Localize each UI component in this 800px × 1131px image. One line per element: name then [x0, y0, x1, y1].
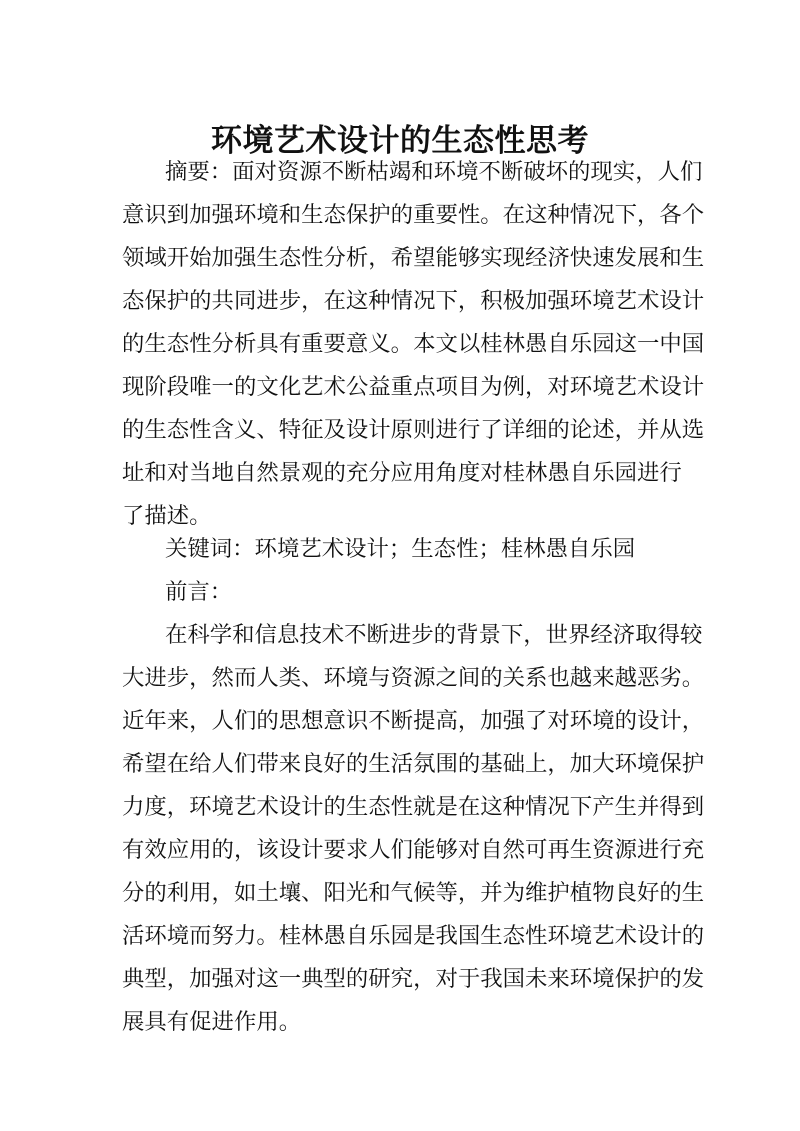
- body-line: 典型，加强对这一典型的研究，对于我国未来环境保护的发: [122, 966, 705, 992]
- abstract-line: 态保护的共同进步，在这种情况下，积极加强环境艺术设计: [122, 288, 705, 314]
- keywords-line: 关键词：环境艺术设计；生态性；桂林愚自乐园: [165, 536, 636, 562]
- body-line: 活环境而努力。桂林愚自乐园是我国生态性环境艺术设计的: [122, 923, 705, 949]
- body-line: 在科学和信息技术不断进步的背景下，世界经济取得较: [165, 622, 703, 648]
- abstract-line: 的生态性含义、特征及设计原则进行了详细的论述，并从选: [122, 417, 705, 443]
- abstract-line: 的生态性分析具有重要意义。本文以桂林愚自乐园这一中国: [122, 331, 705, 357]
- body-line: 希望在给人们带来良好的生活氛围的基础上，加大环境保护: [122, 751, 705, 777]
- abstract-line: 领域开始加强生态性分析，希望能够实现经济快速发展和生: [122, 245, 705, 271]
- body-line: 有效应用的，该设计要求人们能够对自然可再生资源进行充: [122, 837, 705, 863]
- abstract-line: 意识到加强环境和生态保护的重要性。在这种情况下，各个: [122, 202, 705, 228]
- abstract-line: 摘要：面对资源不断枯竭和环境不断破坏的现实，人们: [165, 159, 703, 185]
- abstract-line: 了描述。: [122, 503, 212, 529]
- abstract-line: 现阶段唯一的文化艺术公益重点项目为例，对环境艺术设计: [122, 374, 705, 400]
- body-line: 展具有促进作用。: [122, 1009, 302, 1035]
- document-title: 环境艺术设计的生态性思考: [211, 122, 589, 159]
- body-line: 分的利用，如土壤、阳光和气候等，并为维护植物良好的生: [122, 880, 705, 906]
- body-line: 近年来，人们的思想意识不断提高，加强了对环境的设计，: [122, 708, 705, 734]
- body-line: 大进步，然而人类、环境与资源之间的关系也越来越恶劣。: [122, 665, 705, 691]
- abstract-line: 址和对当地自然景观的充分应用角度对桂林愚自乐园进行: [122, 460, 682, 486]
- preface-heading: 前言：: [165, 579, 233, 605]
- body-line: 力度，环境艺术设计的生态性就是在这种情况下产生并得到: [122, 794, 705, 820]
